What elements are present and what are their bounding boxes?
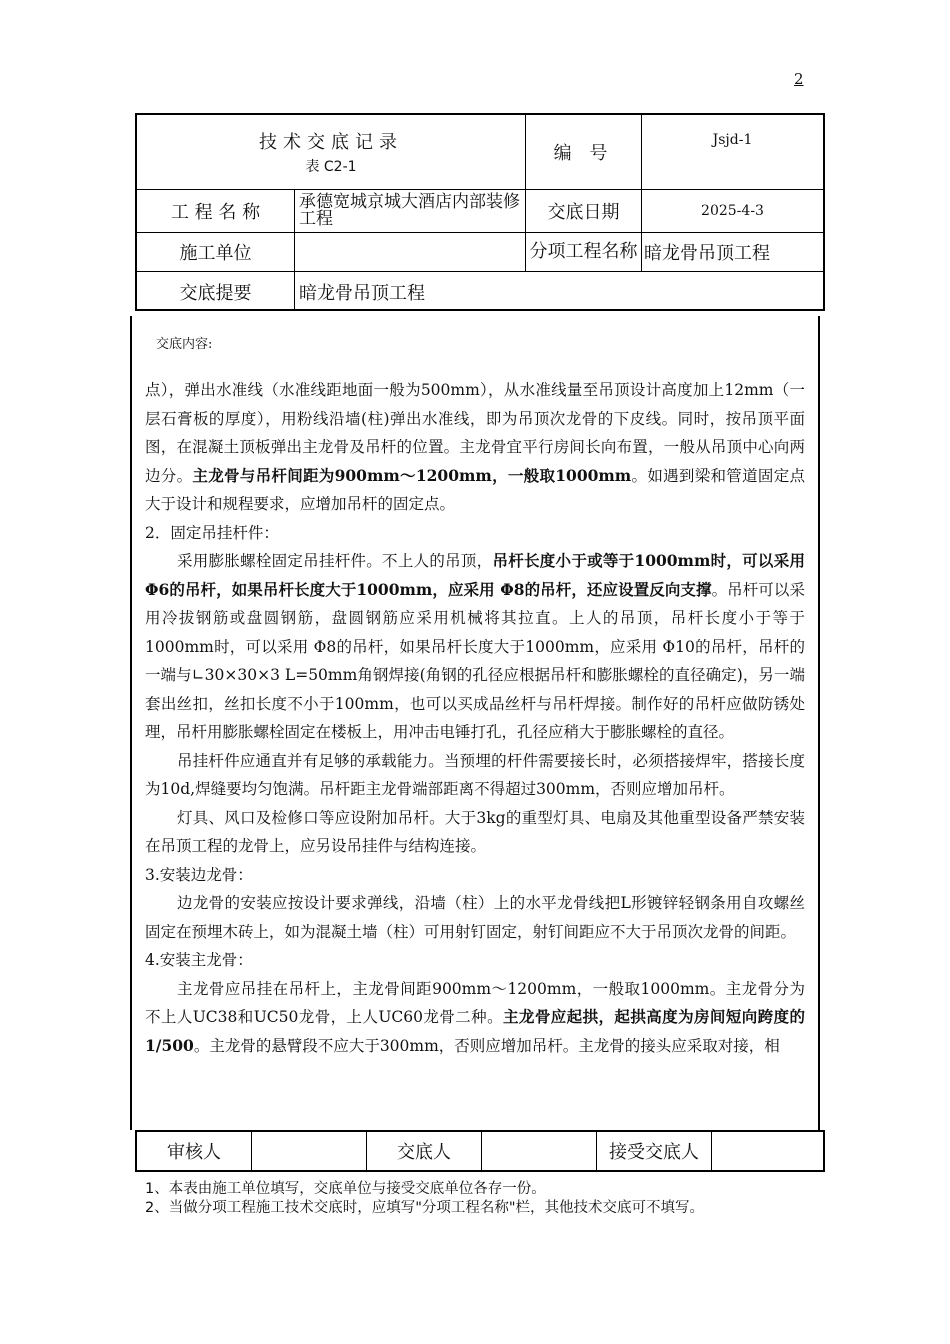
footnote-2: 2、当做分项工程施工技术交底时，应填写"分项工程名称"栏，其他技术交底可不填写。 bbox=[145, 1200, 705, 1216]
summary-value: 暗龙骨吊顶工程 bbox=[299, 282, 425, 304]
subitem-value: 暗龙骨吊顶工程 bbox=[644, 243, 770, 264]
content-paragraph bbox=[145, 804, 805, 861]
emphasis-text: 主龙骨应起拱，起拱高度为房间短向跨度的1/500 bbox=[145, 1007, 805, 1055]
discloser-value bbox=[482, 1132, 596, 1170]
paragraph-text: 4.安装主龙骨： bbox=[145, 951, 253, 969]
paragraph-text: 。吊杆可以采用冷拔钢筋或盘圆钢筋，盘圆钢筋应采用机械将其拉直。上人的吊顶，吊杆长度小于等于1000mm时，可以采用 Φ8的吊杆，如果吊杆长度大于1000mm，应采用 Φ10的吊杆，吊杆的一端与∟30×30×3 L=50mm角钢焊接(角钢的孔径应根据吊杆和膨胀螺栓的直径确定)，另一端套出丝扣，丝扣长度不小于100mm，也可以买成品丝杆与吊杆焊接。制作好的吊杆应做防锈处理，吊杆用膨胀螺栓固定在楼板上，用冲击电锤打孔，孔径应稍大于膨胀螺栓的直径。 bbox=[145, 580, 805, 741]
form-title: 技术交底记录 bbox=[259, 132, 403, 153]
paragraph-text: 边龙骨的安装应按设计要求弹线，沿墙（柱）上的水平龙骨线把L形镀锌轻钢条用自攻螺丝固定在预埋木砖上，如为混凝土墙（柱）可用射钉固定，射钉间距应不大于吊顶次龙骨的间距。 bbox=[145, 894, 805, 941]
content-paragraph bbox=[145, 376, 805, 519]
content-label: 交底内容: bbox=[156, 337, 213, 352]
paragraph-text: 。主龙骨的悬臂段不应大于300mm，否则应增加吊杆。主龙骨的接头应采取对接，相 bbox=[193, 1036, 780, 1055]
emphasis-text: 吊杆长度小于或等于1000mm时，可以采用 Φ6的吊杆，如果吊杆长度大于1000mm，应采用 Φ8的吊杆，还应设置反向支撑 bbox=[145, 551, 805, 599]
content-paragraph bbox=[145, 861, 805, 890]
contractor-value bbox=[299, 233, 521, 271]
number-value: Jsjd-1 bbox=[712, 132, 753, 148]
receiver-label: 接受交底人 bbox=[609, 1142, 699, 1163]
paragraph-text: 。如遇到梁和管道固定点大于设计和规程要求，应增加吊杆的固定点。 bbox=[145, 466, 805, 513]
signature-table bbox=[135, 1130, 825, 1172]
content-paragraph bbox=[145, 747, 805, 804]
title-cell bbox=[137, 115, 525, 189]
discloser-label: 交底人 bbox=[397, 1142, 451, 1163]
paragraph-text: 吊挂杆件应通直并有足够的承载能力。当预埋的杆件需要接长时，必须搭接焊牢，搭接长度为10d,焊缝要均匀饱满。吊杆距主龙骨端部距离不得超过300mm，否则应增加吊杆。 bbox=[145, 751, 805, 798]
paragraph-text: 2．固定吊挂杆件： bbox=[145, 523, 279, 542]
reviewer-label: 审核人 bbox=[167, 1142, 221, 1163]
paragraph-text: 灯具、风口及检修口等应设附加吊杆。大于3kg的重型灯具、电扇及其他重型设备严禁安装在吊顶工程的龙骨上，应另设吊挂件与结构连接。 bbox=[145, 808, 805, 855]
content-paragraph bbox=[145, 547, 805, 747]
page-number: 2 bbox=[794, 70, 804, 88]
disclosure-content bbox=[145, 376, 805, 1060]
paragraph-text: 3.安装边龙骨： bbox=[145, 865, 253, 884]
subitem-label: 分项工程名称 bbox=[529, 241, 638, 262]
content-paragraph bbox=[145, 519, 805, 548]
summary-label: 交底提要 bbox=[179, 282, 252, 304]
reviewer-value bbox=[252, 1132, 366, 1170]
emphasis-text: 主龙骨与吊杆间距为900mm～1200mm，一般取1000mm bbox=[192, 465, 632, 485]
number-label: 编 号 bbox=[553, 143, 614, 164]
paragraph-text: 主龙骨应吊挂在吊杆上，主龙骨间距900mm～1200mm，一般取1000mm。主龙骨分为不上人UC38和UC50龙骨，上人UC60龙骨二种。 bbox=[145, 979, 805, 1026]
form-number: 表 C2-1 bbox=[305, 159, 357, 175]
footnote-1: 1、本表由施工单位填写，交底单位与接受交底单位各存一份。 bbox=[145, 1181, 546, 1197]
content-paragraph bbox=[145, 889, 805, 946]
date-value: 2025-4-3 bbox=[701, 203, 764, 219]
content-paragraph bbox=[145, 975, 805, 1061]
header-table bbox=[135, 113, 825, 311]
project-name-label: 工 程 名 称 bbox=[170, 202, 261, 223]
contractor-label: 施工单位 bbox=[179, 243, 252, 264]
paragraph-text: 采用膨胀螺栓固定吊挂杆件。不上人的吊顶， bbox=[177, 552, 493, 570]
project-name-value: 承德宽城京城大酒店内部装修工程 bbox=[299, 192, 520, 229]
date-label: 交底日期 bbox=[547, 202, 620, 223]
paragraph-text: 点），弹出水准线（水准线距地面一般为500mm），从水准线量至吊顶设计高度加上12mm（一层石膏板的厚度），用粉线沿墙(柱)弹出水准线，即为吊顶次龙骨的下皮线。同时，按吊顶平面图，在混凝土顶板弹出主龙骨及吊杆的位置。主龙骨宜平行房间长向布置，一般从吊顶中心向两边分。 bbox=[145, 381, 805, 485]
receiver-value bbox=[712, 1132, 823, 1170]
content-paragraph bbox=[145, 946, 805, 975]
